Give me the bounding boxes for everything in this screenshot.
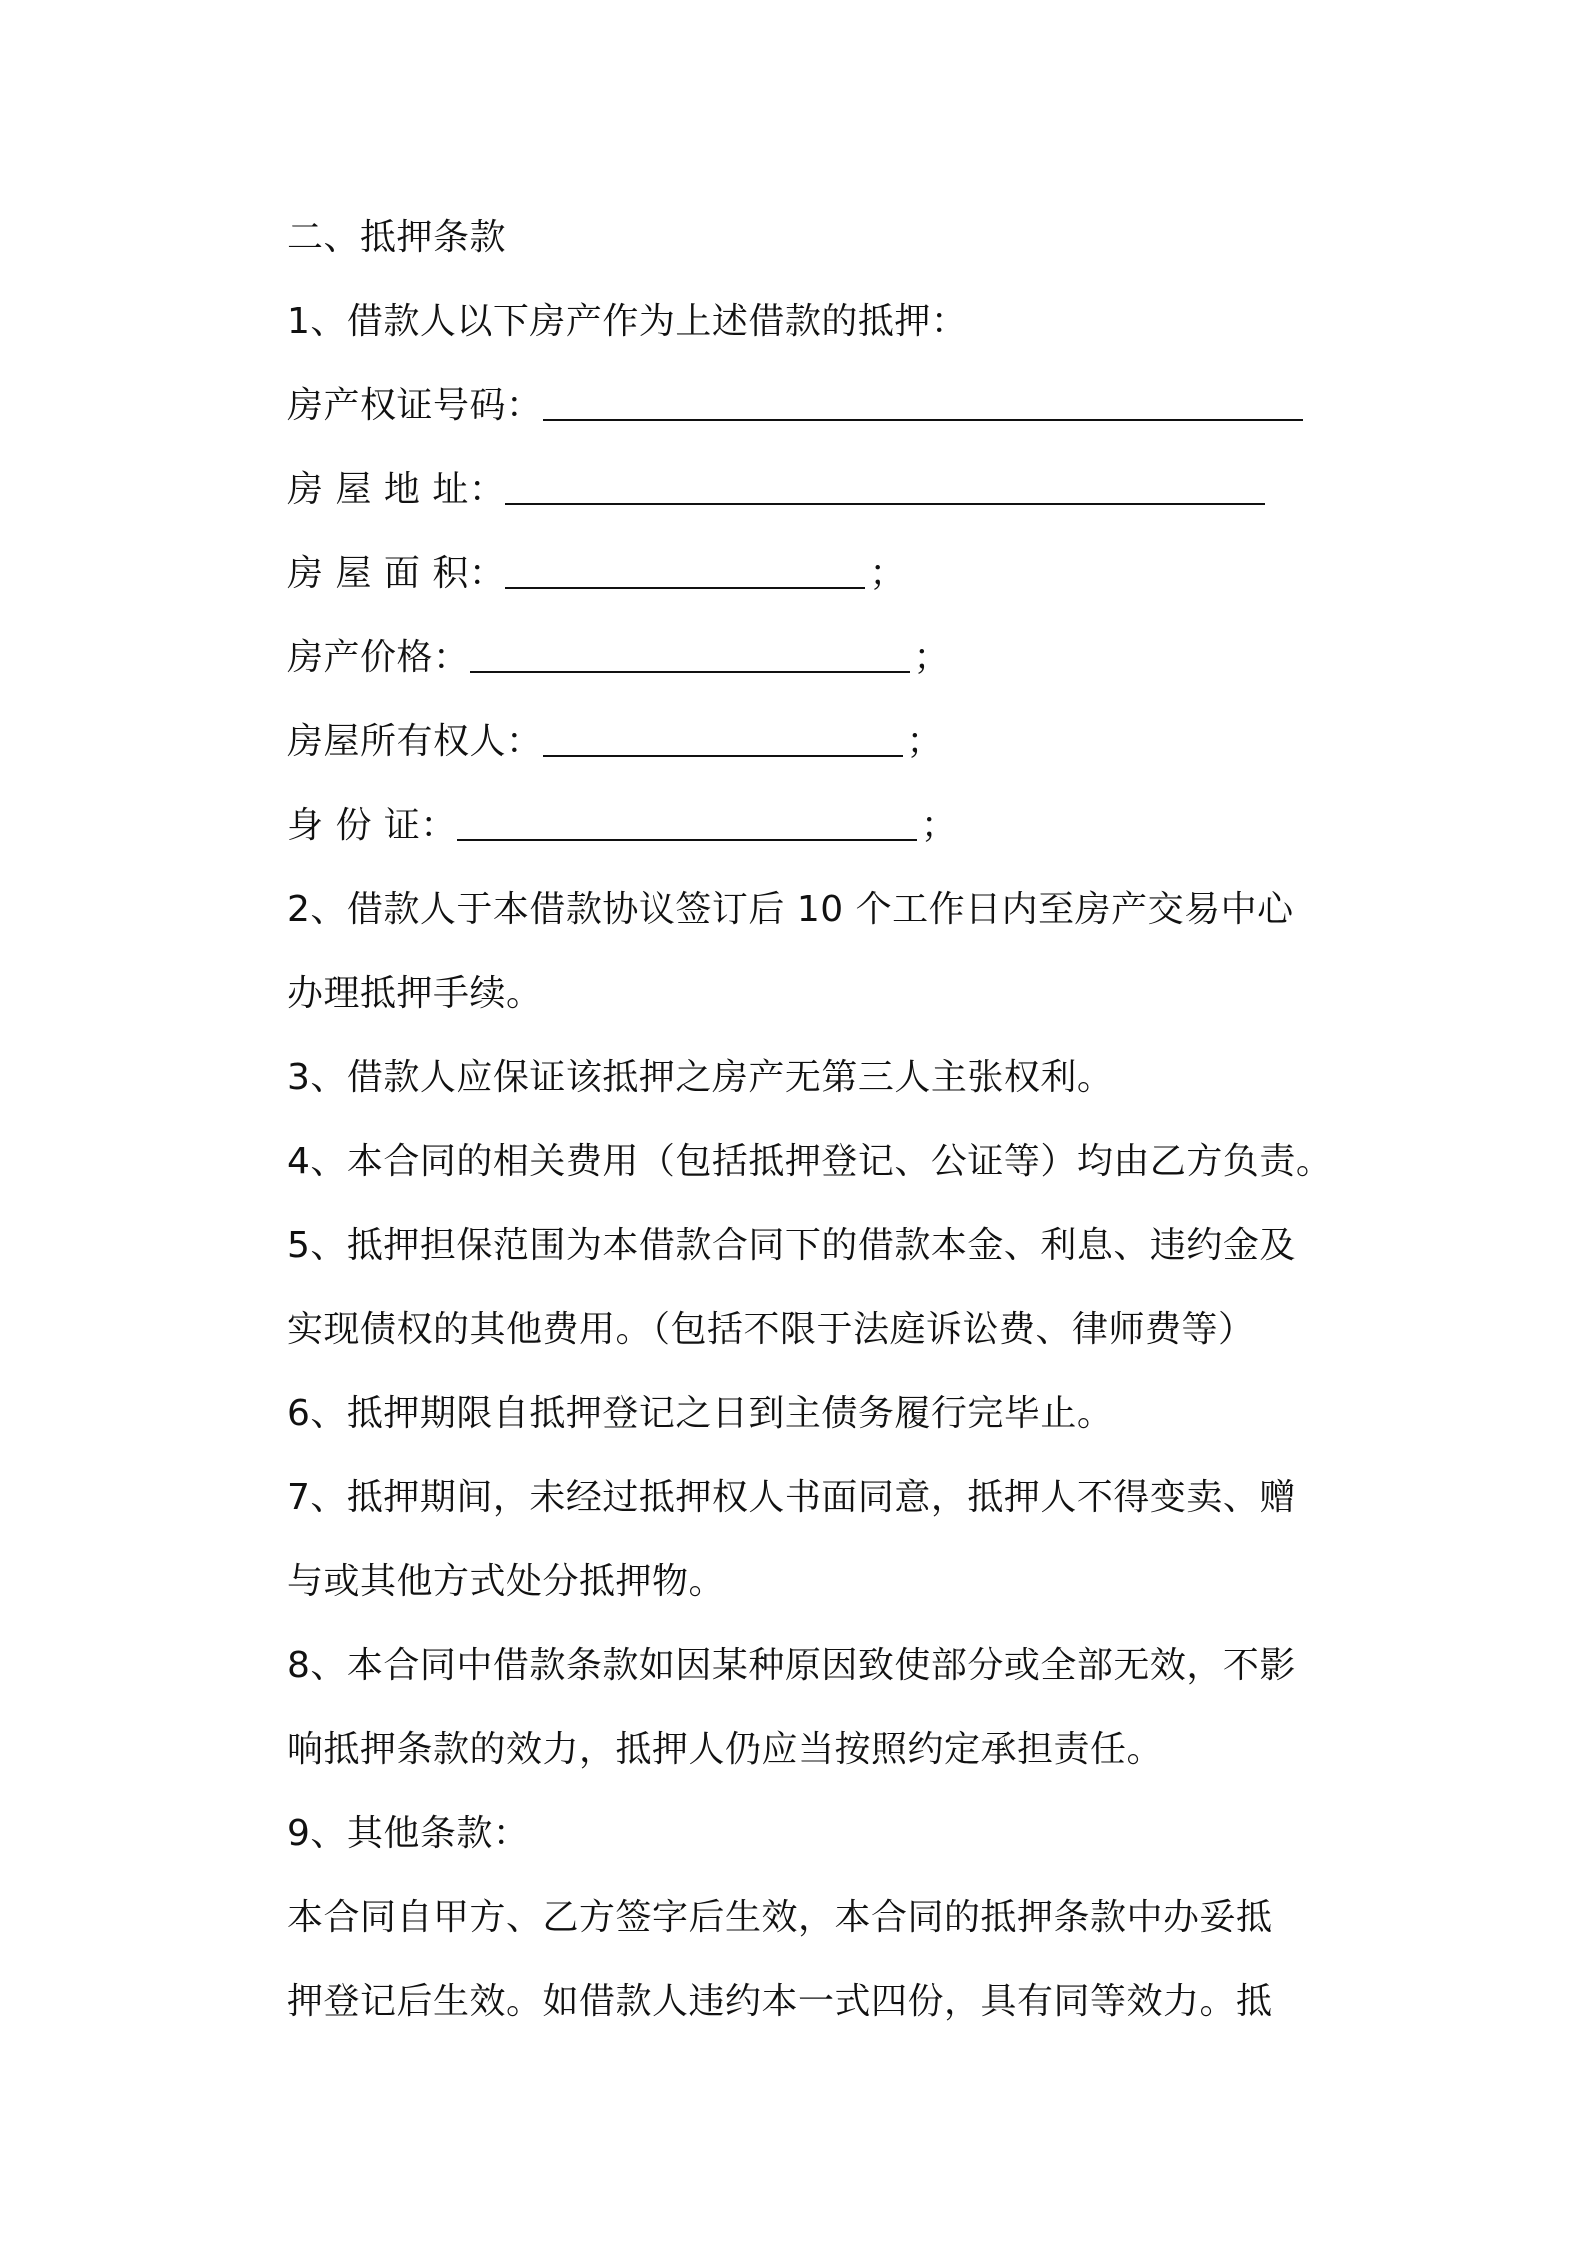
field-label: 房 屋 地 址：: [287, 469, 506, 510]
field-label: 身 份 证：: [287, 805, 457, 846]
clause-5-line-2: 实现债权的其他费用。（包括不限于法庭诉讼费、律师费等）: [287, 1309, 1255, 1350]
fill-in-blank: [543, 383, 1303, 421]
field-property-price: [287, 616, 1317, 700]
field-label: 房屋所有权人：: [287, 721, 543, 762]
clause-2-line-2: 办理抵押手续。: [287, 973, 543, 1014]
clause-4: 4、本合同的相关费用（包括抵押登记、公证等）均由乙方负责。: [287, 1141, 1333, 1182]
other-terms-line-2: 押登记后生效。如借款人违约本一式四份，具有同等效力。抵: [287, 1981, 1273, 2022]
fill-in-blank: [505, 467, 1265, 505]
field-house-owner: [287, 700, 1317, 784]
field-tail: ；: [906, 721, 944, 762]
field-tail: ；: [920, 805, 958, 846]
fill-in-blank: [543, 719, 903, 757]
fill-in-blank: [505, 551, 865, 589]
field-house-address: [287, 448, 1317, 532]
clause-7-line-1: 7、抵押期间，未经过抵押权人书面同意，抵押人不得变卖、赠: [287, 1477, 1296, 1518]
field-house-area: [287, 532, 1317, 616]
clause-1: 1、借款人以下房产作为上述借款的抵押：: [287, 301, 968, 342]
clause-2-line-1: 2、借款人于本借款协议签订后 10 个工作日内至房产交易中心: [287, 889, 1294, 930]
field-label: 房 屋 面 积：: [287, 553, 506, 594]
fill-in-blank: [457, 803, 917, 841]
field-tail: ；: [913, 637, 951, 678]
clause-8-line-2: 响抵押条款的效力，抵押人仍应当按照约定承担责任。: [287, 1729, 1164, 1770]
clause-5-line-1: 5、抵押担保范围为本借款合同下的借款本金、利息、违约金及: [287, 1225, 1296, 1266]
field-label: 房产权证号码：: [287, 385, 543, 426]
clause-6: 6、抵押期限自抵押登记之日到主债务履行完毕止。: [287, 1393, 1114, 1434]
field-label: 房产价格：: [287, 637, 470, 678]
fill-in-blank: [470, 635, 910, 673]
field-tail: ；: [869, 553, 906, 594]
clause-3: 3、借款人应保证该抵押之房产无第三人主张权利。: [287, 1057, 1114, 1098]
document-body: [287, 196, 1333, 2044]
other-terms-line-1: 本合同自甲方、乙方签字后生效，本合同的抵押条款中办妥抵: [287, 1897, 1273, 1938]
field-property-cert-number: [287, 364, 1317, 448]
field-id-card: [287, 784, 1317, 868]
clause-8-line-1: 8、本合同中借款条款如因某种原因致使部分或全部无效，不影: [287, 1645, 1296, 1686]
section-title: 二、抵押条款: [287, 217, 507, 258]
clause-7-line-2: 与或其他方式处分抵押物。: [287, 1561, 726, 1602]
clause-9: 9、其他条款：: [287, 1813, 530, 1854]
